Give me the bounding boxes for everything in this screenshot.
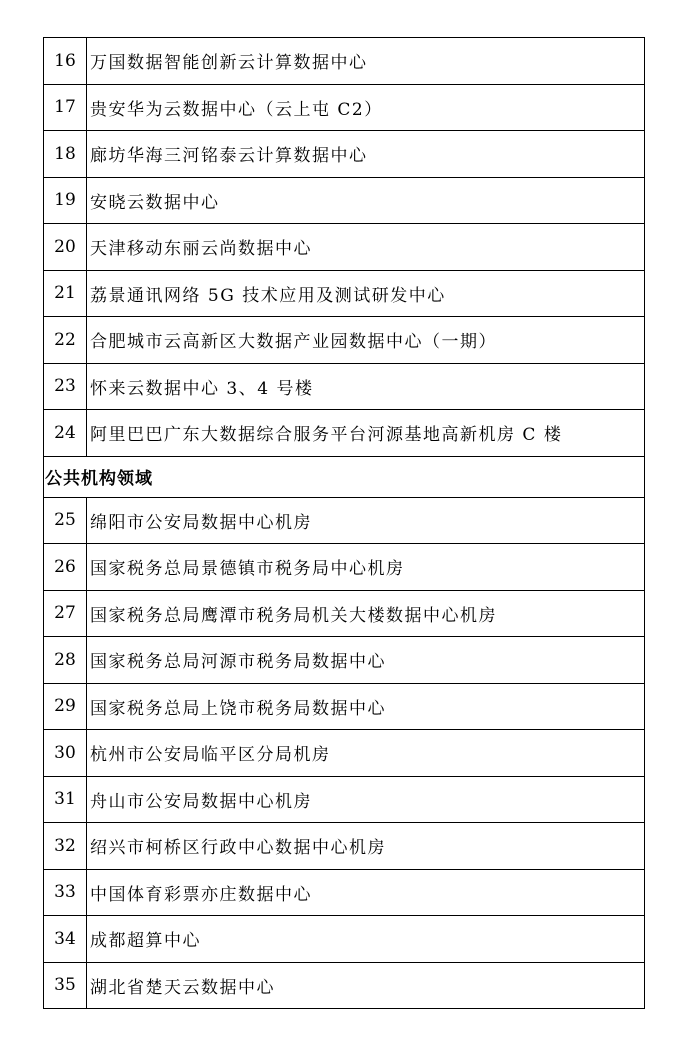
row-number: 31 [44,776,87,823]
row-number: 33 [44,869,87,916]
row-name: 国家税务总局上饶市税务局数据中心 [87,683,645,730]
row-number: 30 [44,730,87,777]
row-number: 35 [44,962,87,1009]
row-number: 20 [44,224,87,271]
table-row [44,363,645,410]
table-row [44,84,645,131]
row-number: 16 [44,38,87,85]
row-name: 安晓云数据中心 [87,177,645,224]
row-name: 怀来云数据中心 3、4 号楼 [87,363,645,410]
table-row [44,683,645,730]
row-name: 万国数据智能创新云计算数据中心 [87,38,645,85]
row-number: 21 [44,270,87,317]
table-row [44,497,645,544]
row-name: 舟山市公安局数据中心机房 [87,776,645,823]
row-number: 26 [44,544,87,591]
table-row [44,962,645,1009]
row-number: 24 [44,410,87,457]
table-row [44,916,645,963]
table-row [44,590,645,637]
section-title: 公共机构领域 [44,456,645,497]
row-name: 天津移动东丽云尚数据中心 [87,224,645,271]
table-row [44,410,645,457]
row-name: 国家税务总局河源市税务局数据中心 [87,637,645,684]
row-name: 成都超算中心 [87,916,645,963]
row-name: 荔景通讯网络 5G 技术应用及测试研发中心 [87,270,645,317]
table-row [44,317,645,364]
row-name: 湖北省楚天云数据中心 [87,962,645,1009]
table-row [44,637,645,684]
table-row [44,38,645,85]
table-row [44,823,645,870]
section-header-row [44,456,645,497]
row-name: 中国体育彩票亦庄数据中心 [87,869,645,916]
row-name: 合肥城市云高新区大数据产业园数据中心（一期） [87,317,645,364]
row-name: 杭州市公安局临平区分局机房 [87,730,645,777]
row-number: 18 [44,131,87,178]
row-number: 22 [44,317,87,364]
row-number: 19 [44,177,87,224]
row-name: 国家税务总局鹰潭市税务局机关大楼数据中心机房 [87,590,645,637]
table-row [44,270,645,317]
row-number: 25 [44,497,87,544]
row-name: 廊坊华海三河铭泰云计算数据中心 [87,131,645,178]
data-center-list-table [43,37,645,1009]
row-name: 绍兴市柯桥区行政中心数据中心机房 [87,823,645,870]
row-number: 27 [44,590,87,637]
row-name: 国家税务总局景德镇市税务局中心机房 [87,544,645,591]
table-row [44,131,645,178]
row-number: 32 [44,823,87,870]
row-number: 28 [44,637,87,684]
table-row [44,224,645,271]
row-number: 17 [44,84,87,131]
row-name: 绵阳市公安局数据中心机房 [87,497,645,544]
table-row [44,869,645,916]
table-row [44,177,645,224]
row-name: 贵安华为云数据中心（云上屯 C2） [87,84,645,131]
row-number: 29 [44,683,87,730]
row-number: 23 [44,363,87,410]
table-row [44,544,645,591]
table-row [44,730,645,777]
row-name: 阿里巴巴广东大数据综合服务平台河源基地高新机房 C 楼 [87,410,645,457]
row-number: 34 [44,916,87,963]
data-center-list-table-wrapper [43,37,645,1009]
table-row [44,776,645,823]
